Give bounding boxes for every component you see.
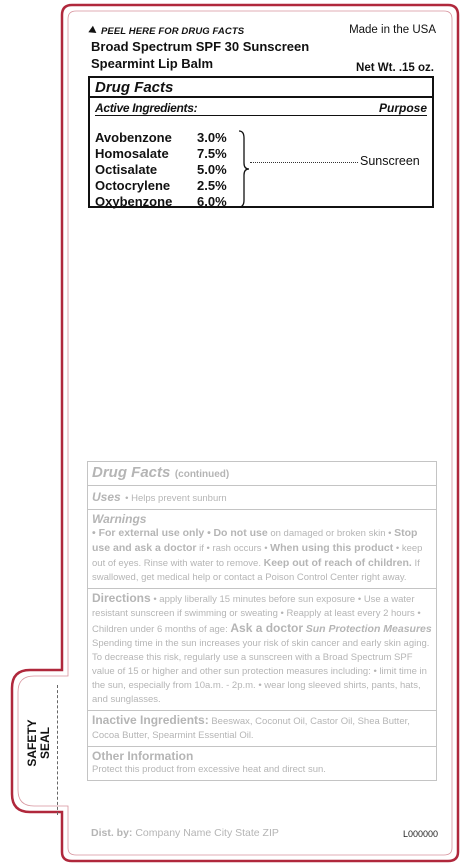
ingredient-percent: 7.5% [197,146,227,161]
inactive-ingredients-section: Inactive Ingredients: Beeswax, Coconut Oil, Castor Oil, Shea Butter, Cocoa Butter, Spearmint Essential Oil. [87,711,437,747]
drug-facts-box [88,76,434,208]
other-information-section: Other Information Protect this product from excessive heat and direct sun. [87,747,437,781]
ingredient-name: Octisalate [95,162,158,177]
other-information-label: Other Information [92,749,194,763]
brace-icon [238,130,250,208]
drug-facts-title: Drug Facts [90,78,432,98]
warnings-section: Warnings • For external use only • Do not use on damaged or broken skin • Stop use and ask a doctor if • rash occurs • When using this product • keep out of eyes. Rinse with water to remove. Keep out of reach of children. If swallowed, get medical help or contact a Poison Control Center right away. [87,510,437,589]
product-title-line2: Spearmint Lip Balm [91,56,214,71]
arrow-icon [88,26,98,37]
leader-dots [250,162,358,163]
uses-text: • Helps prevent sunburn [125,493,227,504]
drug-facts-continued [87,461,437,781]
continued-title-section [87,461,437,486]
ingredient-percent: 3.0% [197,130,227,145]
lip-balm-label [62,14,452,852]
ingredient-percent: 5.0% [197,162,227,177]
lot-code: L000000 [402,829,438,839]
purpose-label: Purpose [378,101,427,115]
ingredient-percent: 2.5% [197,178,227,193]
directions-section: Directions • apply liberally 15 minutes before sun exposure • Use a water resistant sunscreen if swimming or sweating • Reapply at least every 2 hours • Children under 6 months of age: Ask a doctor Sun Protection Measures Spending time in the sun increases your risk of skin cancer and early skin aging. To decrease this risk, regularly use a sunscreen with a Broad Spectrum SPF value of 15 or higher and other sun protection measures including: • limit time in the sun, especially from 10a.m. - 2p.m. • wear long sleeved shirts, pants, hats, and sunglasses. [87,589,437,711]
distributor: Dist. by: Company Name City State ZIP [91,827,279,839]
product-title-line1: Broad Spectrum SPF 30 Sunscreen [91,39,310,54]
purpose-value: Sunscreen [360,154,420,168]
safety-seal[interactable] [19,700,59,780]
uses-label: Uses [92,490,121,504]
ingredient-name: Oxybenzone [95,194,173,209]
ingredient-percent: 6.0% [197,194,227,209]
safety-seal-text: SAFETY SEAL [25,719,52,767]
ingredient-name: Avobenzone [95,130,172,145]
continued-title: Drug Facts [92,464,171,481]
ingredient-name: Homosalate [95,146,169,161]
made-in-text: Made in the USA [349,24,436,36]
active-ingredients-label: Active Ingredients: [95,101,198,115]
ingredient-name: Octocrylene [95,178,171,193]
drug-facts-header-row [95,101,427,116]
directions-label: Directions [92,591,151,605]
uses-section [87,486,437,510]
inactive-label: Inactive Ingredients: [92,713,209,727]
peel-tab[interactable]: PEEL HERE FOR DRUG FACTS [90,26,244,37]
continued-suffix: (continued) [174,469,230,480]
warnings-label: Warnings [92,512,147,526]
net-weight: Net Wt. .15 oz. [356,62,434,74]
